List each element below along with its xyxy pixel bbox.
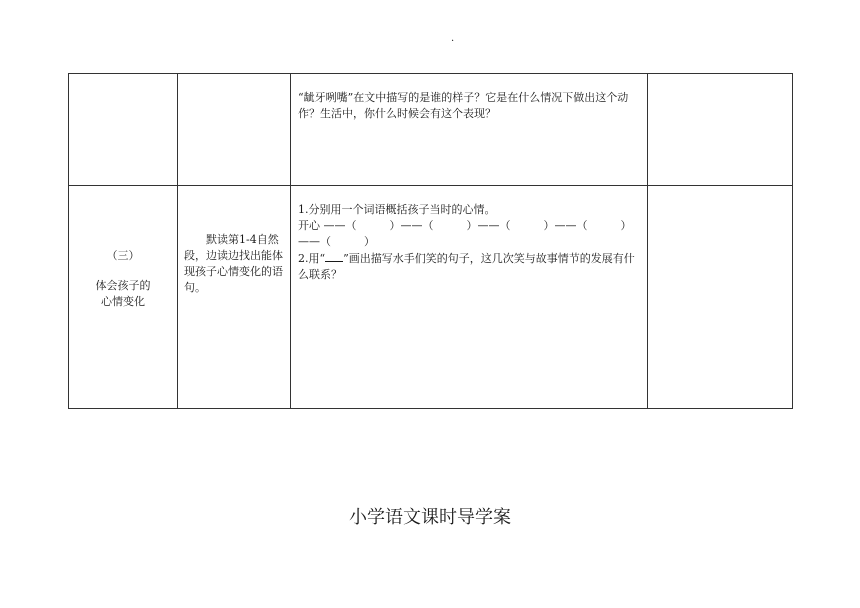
task-2-text: ”画出描写水手们笑的句子，这几次笑与故事情节的发展有什么联系？: [298, 252, 635, 281]
stage-title-line1: 体会孩子的: [95, 279, 151, 292]
stage-title-line2: 心情变化: [101, 295, 145, 308]
task-2: [298, 250, 641, 283]
method-text: 默读第1-4自然段，边读边找出能体现孩子心情变化的语句。: [184, 233, 283, 294]
question-cell: [291, 74, 648, 186]
task-cell: [291, 186, 648, 409]
task-2-prefix: 2.用“: [298, 252, 326, 265]
stage-cell: [69, 186, 178, 409]
notes-cell: [648, 186, 793, 409]
table-row: [69, 186, 793, 409]
document-title: 小学语文课时导学案: [349, 507, 511, 528]
underline-sample: [325, 250, 343, 262]
page-mark: .: [451, 33, 455, 44]
stage-cell: [69, 74, 178, 186]
notes-cell: [648, 74, 793, 186]
method-cell: [178, 186, 291, 409]
stage-number: （三）: [106, 249, 140, 262]
table-row: [69, 74, 793, 186]
study-plan-table: [68, 73, 793, 409]
question-text: “龇牙咧嘴”在文中描写的是谁的样子？它是在什么情况下做出这个动作？生活中，你什么时候会有这个表现？: [298, 91, 629, 120]
method-cell: [178, 74, 291, 186]
task-1: 1.分别用一个词语概括孩子当时的心情。: [298, 203, 496, 216]
mood-chain: 开心 ——（ ）——（ ）——（ ）——（ ）: [298, 219, 632, 232]
mood-chain-end: ——（ ）: [298, 235, 375, 248]
